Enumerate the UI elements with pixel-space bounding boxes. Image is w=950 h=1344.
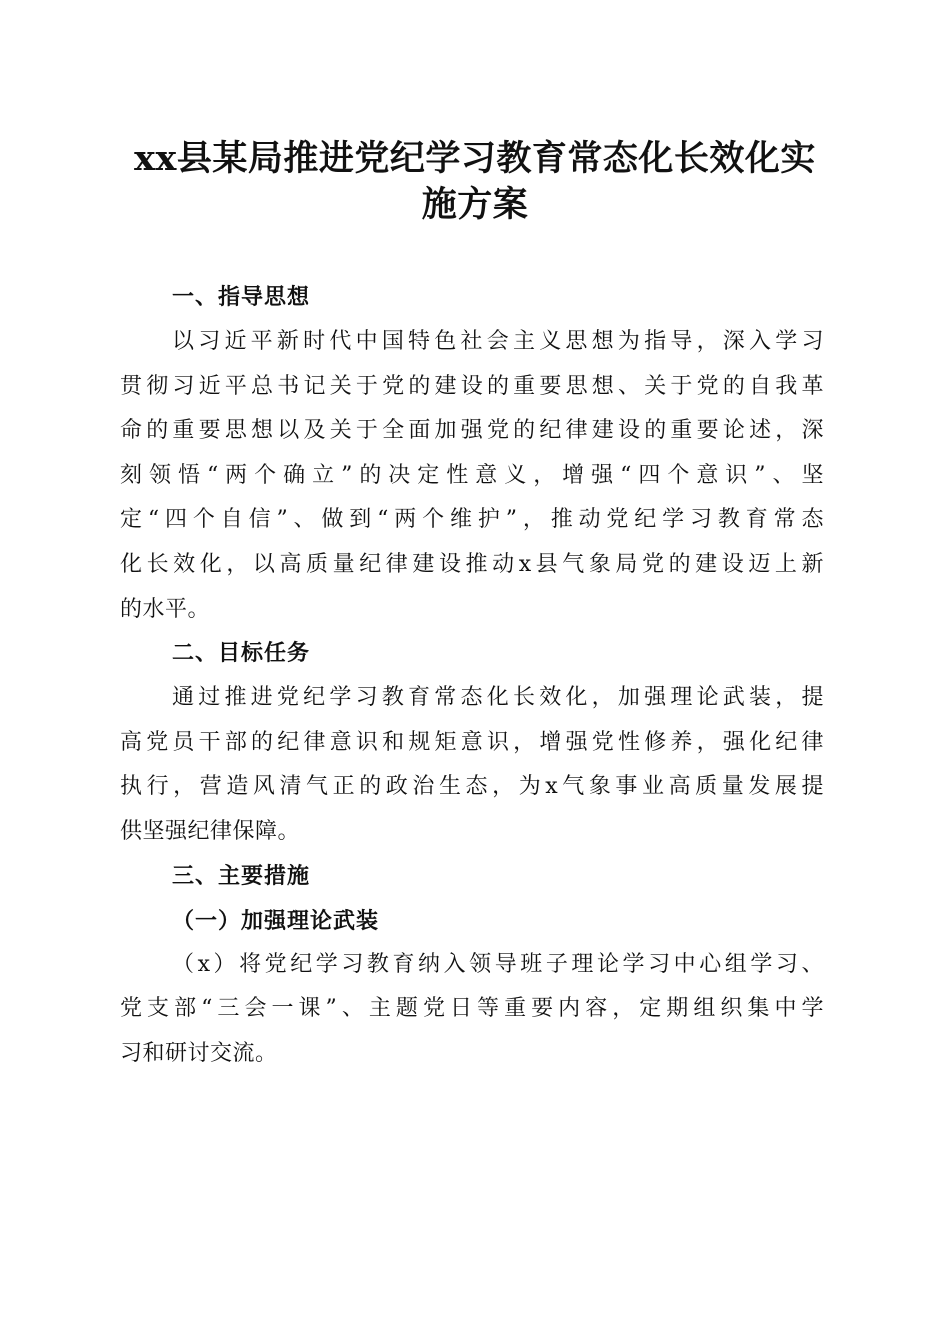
- text-line: 定“四个自信”、做到“两个维护”，推动党纪学习教育常态: [120, 507, 824, 533]
- section-heading-guiding-thought: 一、指导思想: [172, 285, 311, 310]
- text-line: 通过推进党纪学习教育常态化长效化，加强理论武装，提: [172, 685, 824, 711]
- text-line: （x）将党纪学习教育纳入领导班子理论学习中心组学习、: [172, 951, 824, 977]
- document-title: [120, 136, 830, 228]
- section-heading-measures: 三、主要措施: [172, 863, 311, 889]
- text-line: 执行，营造风清气正的政治生态，为x气象事业高质量发展提: [120, 774, 824, 800]
- text-line: 贯彻习近平总书记关于党的建设的重要思想、关于党的自我革: [120, 373, 824, 399]
- text-line: 党支部“三会一课”、主题党日等重要内容，定期组织集中学: [120, 996, 824, 1022]
- paragraph-guiding-thought: [120, 320, 824, 632]
- text-line: 习和研讨交流。: [120, 1040, 278, 1066]
- text-line: 供坚强纪律保障。: [120, 818, 301, 844]
- text-line: 命的重要思想以及关于全面加强党的纪律建设的重要论述，深: [120, 418, 824, 444]
- text-line: 的水平。: [120, 596, 211, 622]
- text-line: 以习近平新时代中国特色社会主义思想为指导，深入学习: [172, 329, 824, 354]
- title-line-2: 施方案: [421, 184, 529, 225]
- paragraph-goals: [120, 676, 824, 854]
- text-line: 化长效化，以高质量纪律建设推动x县气象局党的建设迈上新: [120, 551, 824, 577]
- text-line: 高党员干部的纪律意识和规矩意识，增强党性修养，强化纪律: [120, 729, 824, 755]
- text-line: 刻领悟“两个确立”的决定性意义，增强“四个意识”、坚: [120, 462, 824, 488]
- subsection-heading-theory: （一）加强理论武装: [172, 907, 380, 934]
- document-body: [120, 276, 824, 1076]
- title-line-1: xx县某局推进党纪学习教育常态化长效化实: [134, 138, 816, 179]
- paragraph-measures: [120, 943, 824, 1077]
- section-heading-goals: 二、目标任务: [172, 641, 311, 667]
